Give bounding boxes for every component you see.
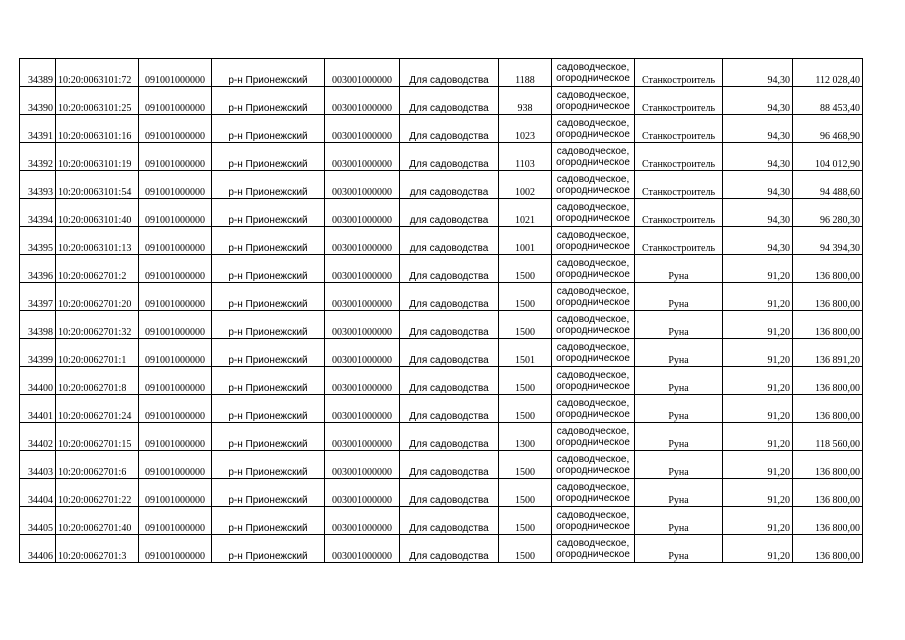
table-row (20, 171, 863, 199)
district-cell: р-н Прионежский (212, 507, 325, 535)
row-number-cell: 34399 (20, 339, 56, 367)
area-cell: 1021 (499, 199, 552, 227)
table-row (20, 339, 863, 367)
table-row (20, 535, 863, 563)
district-cell: р-н Прионежский (212, 227, 325, 255)
oktmo-code-cell: 003001000000 (325, 199, 400, 227)
cadastral-number-cell: 10:20:0063101:25 (56, 87, 139, 115)
row-number-cell: 34402 (20, 423, 56, 451)
association-name-cell: Станкостроитель (635, 171, 723, 199)
okato-code-cell: 091001000000 (139, 171, 212, 199)
permitted-use-cell: Для садоводства (400, 423, 499, 451)
cadastral-value-cell: 104 012,90 (793, 143, 863, 171)
specific-value-cell: 91,20 (723, 395, 793, 423)
row-number-cell: 34396 (20, 255, 56, 283)
oktmo-code-cell: 003001000000 (325, 507, 400, 535)
area-cell: 1500 (499, 395, 552, 423)
association-name-cell: Руна (635, 311, 723, 339)
okato-code-cell: 091001000000 (139, 479, 212, 507)
area-cell: 1500 (499, 311, 552, 339)
row-number-cell: 34400 (20, 367, 56, 395)
oktmo-code-cell: 003001000000 (325, 451, 400, 479)
land-category-line: садоводческое, (556, 201, 630, 213)
land-category-line: садоводческое, (556, 369, 630, 381)
land-category-cell (552, 367, 635, 395)
table-row (20, 59, 863, 87)
oktmo-code-cell: 003001000000 (325, 339, 400, 367)
cadastral-value-cell: 112 028,40 (793, 59, 863, 87)
row-number-cell: 34391 (20, 115, 56, 143)
land-category-cell (552, 199, 635, 227)
association-name-cell: Станкостроитель (635, 199, 723, 227)
cadastral-value-cell: 136 800,00 (793, 507, 863, 535)
cadastral-value-cell: 96 280,30 (793, 199, 863, 227)
district-cell: р-н Прионежский (212, 451, 325, 479)
land-category-cell (552, 507, 635, 535)
permitted-use-cell: для садоводства (400, 171, 499, 199)
land-category-cell (552, 479, 635, 507)
cadastral-value-cell: 136 800,00 (793, 283, 863, 311)
okato-code-cell: 091001000000 (139, 227, 212, 255)
area-cell: 938 (499, 87, 552, 115)
area-cell: 1500 (499, 479, 552, 507)
association-name-cell: Станкостроитель (635, 143, 723, 171)
land-category-cell (552, 171, 635, 199)
row-number-cell: 34398 (20, 311, 56, 339)
cadastral-number-cell: 10:20:0062701:1 (56, 339, 139, 367)
specific-value-cell: 91,20 (723, 339, 793, 367)
land-category-line: садоводческое, (556, 481, 630, 493)
cadastral-value-cell: 136 800,00 (793, 255, 863, 283)
specific-value-cell: 94,30 (723, 171, 793, 199)
association-name-cell: Руна (635, 255, 723, 283)
cadastral-number-cell: 10:20:0062701:3 (56, 535, 139, 563)
permitted-use-cell: Для садоводства (400, 283, 499, 311)
district-cell: р-н Прионежский (212, 199, 325, 227)
cadastral-number-cell: 10:20:0063101:72 (56, 59, 139, 87)
association-name-cell: Руна (635, 535, 723, 563)
cadastral-value-cell: 88 453,40 (793, 87, 863, 115)
area-cell: 1501 (499, 339, 552, 367)
area-cell: 1500 (499, 367, 552, 395)
okato-code-cell: 091001000000 (139, 87, 212, 115)
land-category-line: огородническое (556, 212, 630, 224)
land-category-line: садоводческое, (556, 117, 630, 129)
row-number-cell: 34404 (20, 479, 56, 507)
row-number-cell: 34401 (20, 395, 56, 423)
permitted-use-cell: Для садоводства (400, 143, 499, 171)
oktmo-code-cell: 003001000000 (325, 395, 400, 423)
specific-value-cell: 91,20 (723, 311, 793, 339)
association-name-cell: Руна (635, 339, 723, 367)
permitted-use-cell: Для садоводства (400, 311, 499, 339)
okato-code-cell: 091001000000 (139, 59, 212, 87)
land-category-line: садоводческое, (556, 453, 630, 465)
permitted-use-cell: Для садоводства (400, 367, 499, 395)
land-category-line: огородническое (556, 72, 630, 84)
row-number-cell: 34395 (20, 227, 56, 255)
land-category-cell (552, 395, 635, 423)
land-category-line: садоводческое, (556, 341, 630, 353)
cadastral-number-cell: 10:20:0062701:2 (56, 255, 139, 283)
permitted-use-cell: Для садоводства (400, 507, 499, 535)
specific-value-cell: 94,30 (723, 143, 793, 171)
land-category-cell (552, 535, 635, 563)
land-category-cell (552, 59, 635, 87)
land-category-line: садоводческое, (556, 173, 630, 185)
table-row (20, 423, 863, 451)
okato-code-cell: 091001000000 (139, 199, 212, 227)
area-cell: 1188 (499, 59, 552, 87)
area-cell: 1023 (499, 115, 552, 143)
land-category-line: огородническое (556, 156, 630, 168)
oktmo-code-cell: 003001000000 (325, 311, 400, 339)
oktmo-code-cell: 003001000000 (325, 255, 400, 283)
table-row (20, 87, 863, 115)
land-category-line: садоводческое, (556, 145, 630, 157)
row-number-cell: 34403 (20, 451, 56, 479)
permitted-use-cell: Для садоводства (400, 479, 499, 507)
permitted-use-cell: Для садоводства (400, 255, 499, 283)
cadastral-number-cell: 10:20:0062701:22 (56, 479, 139, 507)
area-cell: 1500 (499, 507, 552, 535)
land-category-cell (552, 87, 635, 115)
table-body (20, 59, 863, 563)
association-name-cell: Станкостроитель (635, 87, 723, 115)
specific-value-cell: 91,20 (723, 367, 793, 395)
district-cell: р-н Прионежский (212, 311, 325, 339)
okato-code-cell: 091001000000 (139, 339, 212, 367)
permitted-use-cell: Для садоводства (400, 451, 499, 479)
okato-code-cell: 091001000000 (139, 283, 212, 311)
row-number-cell: 34390 (20, 87, 56, 115)
land-category-line: огородническое (556, 296, 630, 308)
land-category-line: огородническое (556, 464, 630, 476)
specific-value-cell: 94,30 (723, 87, 793, 115)
okato-code-cell: 091001000000 (139, 507, 212, 535)
cadastral-value-cell: 136 891,20 (793, 339, 863, 367)
cadastral-number-cell: 10:20:0062701:24 (56, 395, 139, 423)
specific-value-cell: 94,30 (723, 227, 793, 255)
okato-code-cell: 091001000000 (139, 367, 212, 395)
permitted-use-cell: Для садоводства (400, 339, 499, 367)
specific-value-cell: 91,20 (723, 507, 793, 535)
permitted-use-cell: для садоводства (400, 199, 499, 227)
oktmo-code-cell: 003001000000 (325, 423, 400, 451)
cadastral-number-cell: 10:20:0062701:32 (56, 311, 139, 339)
association-name-cell: Руна (635, 395, 723, 423)
row-number-cell: 34393 (20, 171, 56, 199)
association-name-cell: Руна (635, 507, 723, 535)
oktmo-code-cell: 003001000000 (325, 283, 400, 311)
table-row (20, 479, 863, 507)
table-row (20, 311, 863, 339)
specific-value-cell: 94,30 (723, 199, 793, 227)
cadastral-value-cell: 136 800,00 (793, 395, 863, 423)
land-category-cell (552, 339, 635, 367)
district-cell: р-н Прионежский (212, 395, 325, 423)
area-cell: 1500 (499, 255, 552, 283)
district-cell: р-н Прионежский (212, 339, 325, 367)
land-category-line: огородническое (556, 520, 630, 532)
land-category-line: огородническое (556, 100, 630, 112)
cadastral-number-cell: 10:20:0062701:40 (56, 507, 139, 535)
area-cell: 1103 (499, 143, 552, 171)
land-category-line: огородническое (556, 380, 630, 392)
cadastral-number-cell: 10:20:0062701:20 (56, 283, 139, 311)
district-cell: р-н Прионежский (212, 535, 325, 563)
association-name-cell: Руна (635, 423, 723, 451)
district-cell: р-н Прионежский (212, 479, 325, 507)
association-name-cell: Руна (635, 283, 723, 311)
land-category-line: садоводческое, (556, 89, 630, 101)
specific-value-cell: 91,20 (723, 479, 793, 507)
land-category-line: огородническое (556, 548, 630, 560)
association-name-cell: Станкостроитель (635, 227, 723, 255)
okato-code-cell: 091001000000 (139, 451, 212, 479)
land-category-line: огородническое (556, 492, 630, 504)
land-category-line: садоводческое, (556, 425, 630, 437)
table-row (20, 507, 863, 535)
land-category-cell (552, 227, 635, 255)
okato-code-cell: 091001000000 (139, 255, 212, 283)
association-name-cell: Руна (635, 451, 723, 479)
land-category-cell (552, 451, 635, 479)
cadastral-number-cell: 10:20:0063101:19 (56, 143, 139, 171)
area-cell: 1500 (499, 451, 552, 479)
land-category-line: огородническое (556, 408, 630, 420)
district-cell: р-н Прионежский (212, 171, 325, 199)
oktmo-code-cell: 003001000000 (325, 115, 400, 143)
land-category-cell (552, 115, 635, 143)
land-category-line: огородническое (556, 240, 630, 252)
oktmo-code-cell: 003001000000 (325, 367, 400, 395)
oktmo-code-cell: 003001000000 (325, 535, 400, 563)
land-category-cell (552, 255, 635, 283)
district-cell: р-н Прионежский (212, 423, 325, 451)
table-row (20, 115, 863, 143)
oktmo-code-cell: 003001000000 (325, 227, 400, 255)
cadastral-number-cell: 10:20:0063101:13 (56, 227, 139, 255)
district-cell: р-н Прионежский (212, 255, 325, 283)
oktmo-code-cell: 003001000000 (325, 479, 400, 507)
district-cell: р-н Прионежский (212, 115, 325, 143)
okato-code-cell: 091001000000 (139, 143, 212, 171)
specific-value-cell: 91,20 (723, 255, 793, 283)
land-category-line: огородническое (556, 352, 630, 364)
okato-code-cell: 091001000000 (139, 395, 212, 423)
land-category-line: садоводческое, (556, 537, 630, 549)
district-cell: р-н Прионежский (212, 59, 325, 87)
okato-code-cell: 091001000000 (139, 535, 212, 563)
area-cell: 1500 (499, 283, 552, 311)
association-name-cell: Руна (635, 367, 723, 395)
area-cell: 1001 (499, 227, 552, 255)
permitted-use-cell: Для садоводства (400, 395, 499, 423)
cadastral-number-cell: 10:20:0062701:15 (56, 423, 139, 451)
land-category-cell (552, 311, 635, 339)
cadastral-number-cell: 10:20:0063101:40 (56, 199, 139, 227)
table-row (20, 451, 863, 479)
land-plot-table (19, 58, 863, 563)
permitted-use-cell: для садоводства (400, 227, 499, 255)
cadastral-value-cell: 94 394,30 (793, 227, 863, 255)
cadastral-value-cell: 94 488,60 (793, 171, 863, 199)
specific-value-cell: 94,30 (723, 59, 793, 87)
area-cell: 1300 (499, 423, 552, 451)
table-row (20, 255, 863, 283)
cadastral-value-cell: 136 800,00 (793, 451, 863, 479)
area-cell: 1002 (499, 171, 552, 199)
land-category-line: огородническое (556, 436, 630, 448)
land-category-line: садоводческое, (556, 509, 630, 521)
oktmo-code-cell: 003001000000 (325, 171, 400, 199)
row-number-cell: 34405 (20, 507, 56, 535)
cadastral-value-cell: 136 800,00 (793, 535, 863, 563)
association-name-cell: Станкостроитель (635, 59, 723, 87)
table-row (20, 283, 863, 311)
land-category-line: огородническое (556, 184, 630, 196)
cadastral-value-cell: 136 800,00 (793, 311, 863, 339)
association-name-cell: Руна (635, 479, 723, 507)
permitted-use-cell: Для садоводства (400, 115, 499, 143)
land-category-line: садоводческое, (556, 285, 630, 297)
land-category-line: садоводческое, (556, 313, 630, 325)
cadastral-number-cell: 10:20:0063101:54 (56, 171, 139, 199)
specific-value-cell: 94,30 (723, 115, 793, 143)
land-category-cell (552, 423, 635, 451)
specific-value-cell: 91,20 (723, 283, 793, 311)
district-cell: р-н Прионежский (212, 367, 325, 395)
land-category-cell (552, 143, 635, 171)
permitted-use-cell: Для садоводства (400, 87, 499, 115)
cadastral-number-cell: 10:20:0062701:8 (56, 367, 139, 395)
cadastral-number-cell: 10:20:0062701:6 (56, 451, 139, 479)
permitted-use-cell: Для садоводства (400, 59, 499, 87)
land-category-line: садоводческое, (556, 397, 630, 409)
cadastral-value-cell: 136 800,00 (793, 367, 863, 395)
land-category-cell (552, 283, 635, 311)
land-category-line: садоводческое, (556, 229, 630, 241)
district-cell: р-н Прионежский (212, 283, 325, 311)
oktmo-code-cell: 003001000000 (325, 143, 400, 171)
cadastral-value-cell: 136 800,00 (793, 479, 863, 507)
table-row (20, 199, 863, 227)
row-number-cell: 34389 (20, 59, 56, 87)
land-category-line: огородническое (556, 128, 630, 140)
district-cell: р-н Прионежский (212, 143, 325, 171)
table-row (20, 227, 863, 255)
table-row (20, 367, 863, 395)
cadastral-value-cell: 96 468,90 (793, 115, 863, 143)
land-category-line: огородническое (556, 268, 630, 280)
okato-code-cell: 091001000000 (139, 115, 212, 143)
land-category-line: садоводческое, (556, 61, 630, 73)
okato-code-cell: 091001000000 (139, 423, 212, 451)
specific-value-cell: 91,20 (723, 451, 793, 479)
row-number-cell: 34392 (20, 143, 56, 171)
table-row (20, 395, 863, 423)
area-cell: 1500 (499, 535, 552, 563)
permitted-use-cell: Для садоводства (400, 535, 499, 563)
land-category-line: садоводческое, (556, 257, 630, 269)
row-number-cell: 34406 (20, 535, 56, 563)
land-category-line: огородническое (556, 324, 630, 336)
row-number-cell: 34394 (20, 199, 56, 227)
oktmo-code-cell: 003001000000 (325, 59, 400, 87)
oktmo-code-cell: 003001000000 (325, 87, 400, 115)
okato-code-cell: 091001000000 (139, 311, 212, 339)
table-row (20, 143, 863, 171)
specific-value-cell: 91,20 (723, 535, 793, 563)
district-cell: р-н Прионежский (212, 87, 325, 115)
cadastral-value-cell: 118 560,00 (793, 423, 863, 451)
association-name-cell: Станкостроитель (635, 115, 723, 143)
row-number-cell: 34397 (20, 283, 56, 311)
specific-value-cell: 91,20 (723, 423, 793, 451)
cadastral-number-cell: 10:20:0063101:16 (56, 115, 139, 143)
